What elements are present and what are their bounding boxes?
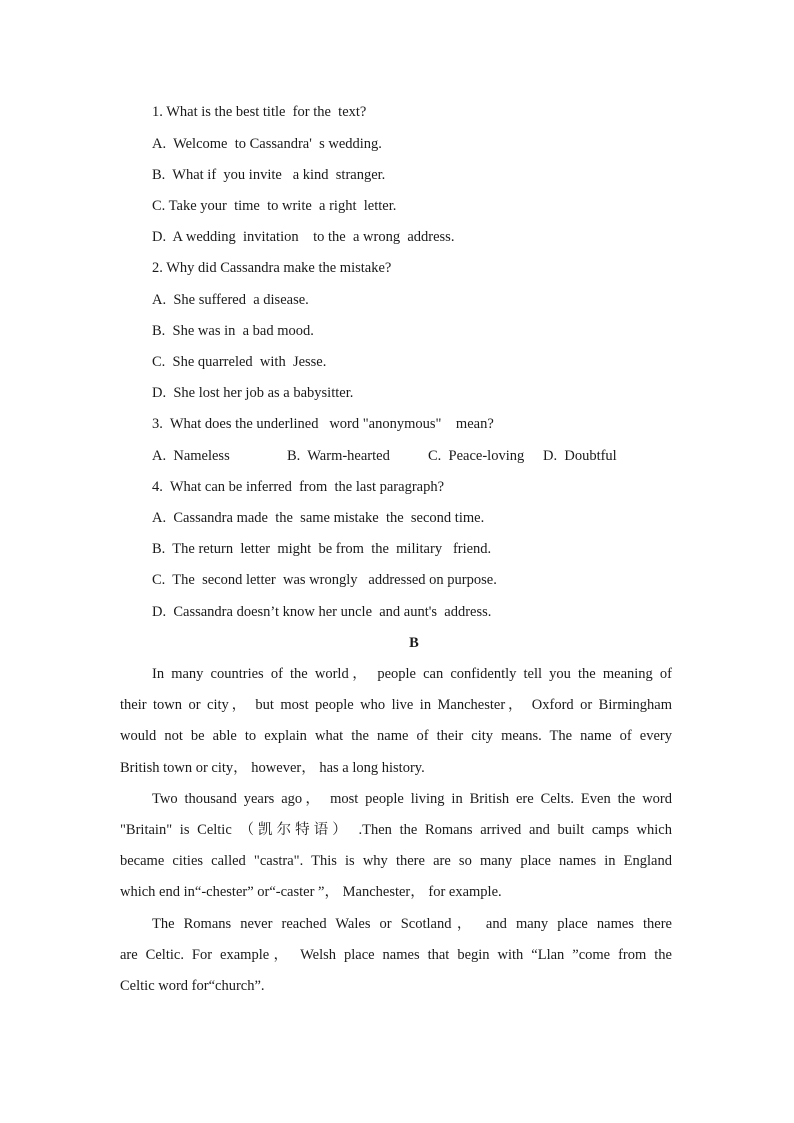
question-4-option-c: C. The second letter was wrongly addressed on purpose. — [152, 572, 497, 588]
question-2-option-d: D. She lost her job as a babysitter. — [152, 385, 354, 401]
question-2-stem: 2. Why did Cassandra make the mistake? — [152, 260, 392, 276]
question-3-option-d: D. Doubtful — [543, 448, 617, 464]
question-3-option-c: C. Peace-loving — [428, 448, 525, 464]
paragraph-3-line-3: Celtic word for“church”. — [120, 978, 265, 994]
question-3-option-b: B. Warm-hearted — [287, 448, 390, 464]
paragraph-3-line-2: are Celtic. For example， Welsh place names that begin with “Llan ”come from the — [120, 947, 672, 963]
paragraph-2-line-3: became cities called "castra". This is why there are so many place names in England — [120, 853, 672, 869]
paragraph-1-line-3: would not be able to explain what the name of their city means. The name of every — [120, 728, 672, 744]
question-1-option-b: B. What if you invite a kind stranger. — [152, 167, 386, 183]
question-1-option-d: D. A wedding invitation to the a wrong address. — [152, 229, 455, 245]
question-1-option-a: A. Welcome to Cassandra' s wedding. — [152, 136, 382, 152]
paragraph-3-line-1: The Romans never reached Wales or Scotland， and many place names there — [152, 916, 672, 932]
section-heading: B — [409, 635, 419, 651]
question-3-stem: 3. What does the underlined word "anonymous" mean? — [152, 416, 494, 432]
question-4-stem: 4. What can be inferred from the last paragraph? — [152, 479, 445, 495]
paragraph-1-line-1: In many countries of the world， people can confidently tell you the meaning of — [152, 666, 672, 682]
question-1-stem: 1. What is the best title for the text? — [152, 104, 367, 120]
question-4-option-d: D. Cassandra doesn’t know her uncle and aunt's address. — [152, 604, 492, 620]
paragraph-1-line-4: British town or city， however， has a long history. — [120, 760, 425, 776]
paragraph-1-line-2: their town or city， but most people who live in Manchester， Oxford or Birmingham — [120, 697, 672, 713]
question-1-option-c: C. Take your time to write a right letter. — [152, 198, 397, 214]
paragraph-2-line-2: "Britain" is Celtic （凯尔特语） .Then the Romans arrived and built camps which — [120, 822, 672, 838]
question-2-option-a: A. She suffered a disease. — [152, 292, 309, 308]
paragraph-2-line-1: Two thousand years ago， most people living in British ere Celts. Even the word — [152, 791, 672, 807]
question-2-option-b: B. She was in a bad mood. — [152, 323, 314, 339]
question-2-option-c: C. She quarreled with Jesse. — [152, 354, 327, 370]
question-3-option-a: A. Nameless — [152, 448, 230, 464]
paragraph-2-line-4: which end in“-chester” or“-caster ”， Manchester， for example. — [120, 884, 502, 900]
question-4-option-a: A. Cassandra made the same mistake the second time. — [152, 510, 485, 526]
question-4-option-b: B. The return letter might be from the military friend. — [152, 541, 492, 557]
